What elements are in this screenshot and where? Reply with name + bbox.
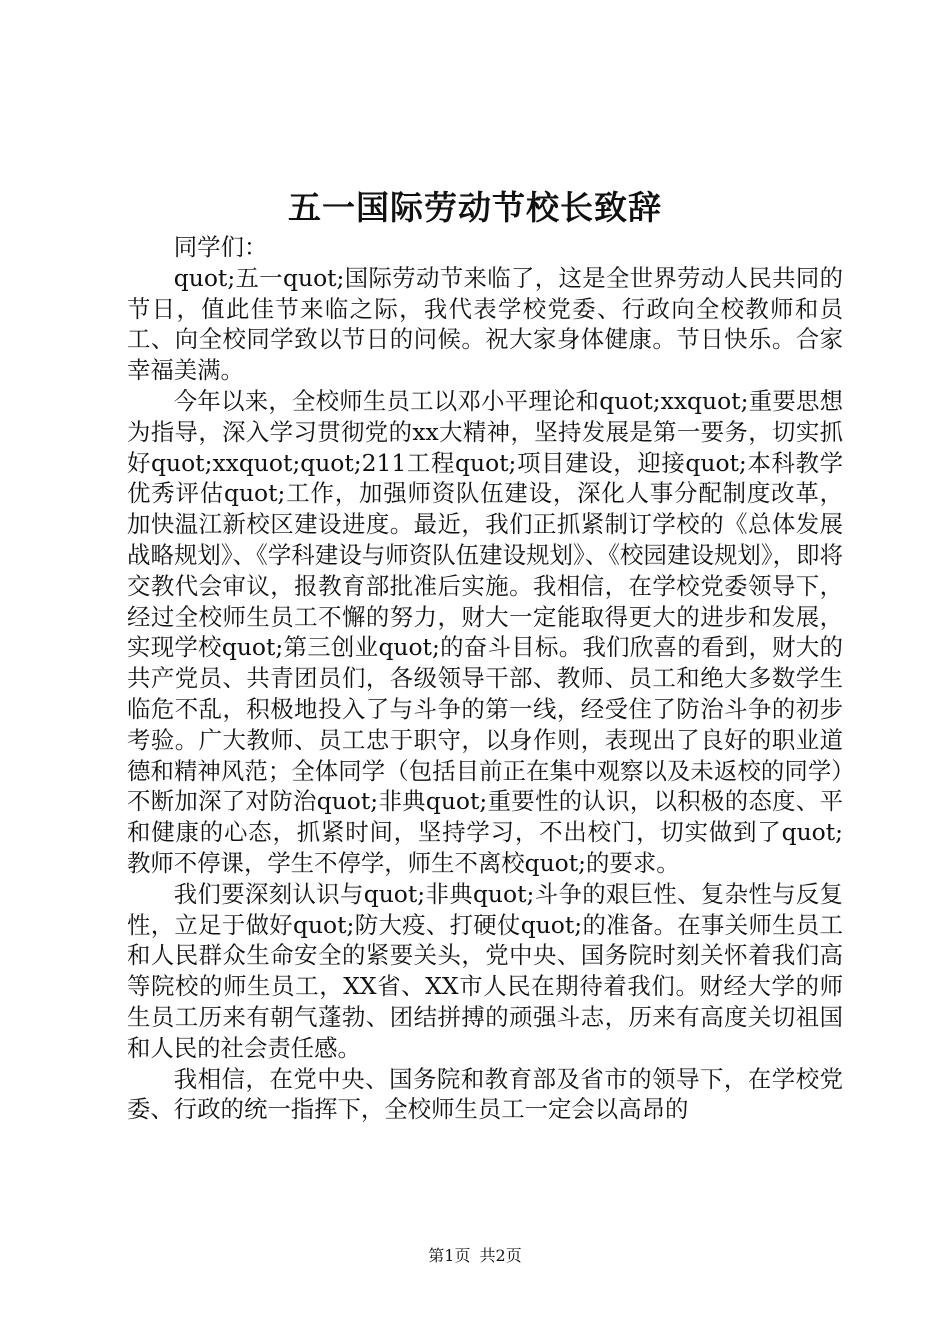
page-number: 第1页 [428, 1246, 471, 1265]
page-footer [0, 1245, 950, 1267]
salutation-paragraph: 同学们： [173, 233, 268, 261]
document-body [127, 232, 843, 1125]
body-paragraph: 我们要深刻认识与quot;非典quot;斗争的艰巨性、复杂性与反复性，立足于做好quot;防大疫、打硬仗quot;的准备。在事关师生员工和人民群众生命安全的紧要关头，党中央、国务院时刻关怀着我们高等院校的师生员工，XX省、XX市人民在期待着我们。财经大学的师生员工历来有朝气蓬勃、团结拼搏的顽强斗志，历来有高度关切祖国和人民的社会责任感。 [127, 879, 843, 1062]
body-paragraph: quot;五一quot;国际劳动节来临了，这是全世界劳动人民共同的节日，值此佳节来临之际，我代表学校党委、行政向全校教师和员工、向全校同学致以节日的问候。祝大家身体健康。节日快乐。合家幸福美满。 [127, 263, 843, 385]
body-paragraph: 今年以来，全校师生员工以邓小平理论和quot;xxquot;重要思想为指导，深入学习贯彻党的xx大精神，坚持发展是第一要务，切实抓好quot;xxquot;quot;211工程quot;项目建设，迎接quot;本科教学优秀评估quot;工作，加强师资队伍建设，深化人事分配制度改革，加快温江新校区建设进度。最近，我们正抓紧制订学校的《总体发展战略规划》、《学科建设与师资队伍建设规划》、《校园建设规划》，即将交教代会审议，报教育部批准后实施。我相信，在学校党委领导下，经过全校师生员工不懈的努力，财大一定能取得更大的进步和发展，实现学校quot;第三创业quot;的奋斗目标。我们欣喜的看到，财大的共产党员、共青团员们，各级领导干部、教师、员工和绝大多数学生临危不乱，积极地投入了与斗争的第一线，经受住了防治斗争的初步考验。广大教师、员工忠于职守，以身作则，表现出了良好的职业道德和精神风范；全体同学（包括目前正在集中观察以及未返校的同学）不断加深了对防治quot;非典quot;重要性的认识，以积极的态度、平和健康的心态，抓紧时间，坚持学习，不出校门，切实做到了quot;教师不停课，学生不停学，师生不离校quot;的要求。 [127, 386, 843, 877]
body-paragraph: 我相信，在党中央、国务院和教育部及省市的领导下，在学校党委、行政的统一指挥下，全校师生员工一定会以高昂的 [127, 1064, 843, 1124]
page-total: 共2页 [479, 1246, 522, 1265]
document-title: 五一国际劳动节校长致辞 [288, 188, 662, 227]
